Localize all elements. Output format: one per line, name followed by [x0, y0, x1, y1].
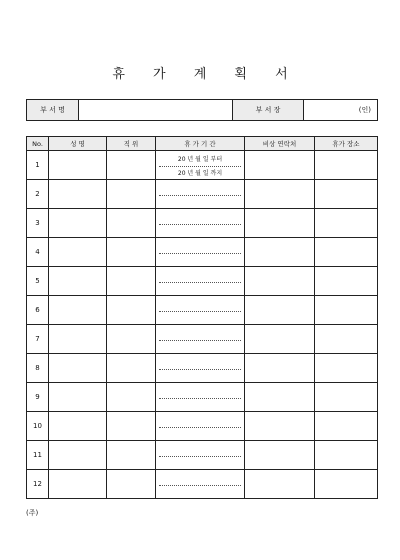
period-divider: [159, 282, 241, 283]
period-divider: [159, 369, 241, 370]
column-header-period: 휴 가 기 간: [156, 137, 245, 151]
name-cell[interactable]: [49, 151, 107, 180]
emergency-contact-cell[interactable]: [245, 354, 315, 383]
period-cell[interactable]: [156, 267, 245, 296]
emergency-contact-cell[interactable]: [245, 325, 315, 354]
vacation-plan-table: [26, 136, 378, 499]
table-row: [27, 151, 378, 180]
column-header-name: 성 명: [49, 137, 107, 151]
emergency-contact-cell[interactable]: [245, 267, 315, 296]
period-divider: [159, 166, 241, 167]
position-cell[interactable]: [107, 412, 156, 441]
period-cell[interactable]: [156, 325, 245, 354]
period-divider: [159, 427, 241, 428]
name-cell[interactable]: [49, 296, 107, 325]
emergency-contact-cell[interactable]: [245, 470, 315, 499]
location-cell[interactable]: [315, 470, 378, 499]
department-field[interactable]: [79, 100, 233, 121]
document-title: 휴 가 계 획 서: [112, 67, 300, 82]
row-number: 10: [27, 412, 49, 441]
table-row: [27, 412, 378, 441]
period-cell[interactable]: [156, 441, 245, 470]
column-header-location: 휴가 장소: [315, 137, 378, 151]
name-cell[interactable]: [49, 209, 107, 238]
name-cell[interactable]: [49, 383, 107, 412]
row-number: 6: [27, 296, 49, 325]
row-number: 1: [27, 151, 49, 180]
period-cell[interactable]: [156, 412, 245, 441]
name-cell[interactable]: [49, 441, 107, 470]
table-row: [27, 354, 378, 383]
row-number: 12: [27, 470, 49, 499]
location-cell[interactable]: [315, 383, 378, 412]
column-header-no: No.: [27, 137, 49, 151]
period-cell[interactable]: [156, 238, 245, 267]
location-cell[interactable]: [315, 267, 378, 296]
table-row: [27, 441, 378, 470]
name-cell[interactable]: [49, 470, 107, 499]
table-row: [27, 267, 378, 296]
position-cell[interactable]: [107, 238, 156, 267]
location-cell[interactable]: [315, 151, 378, 180]
position-cell[interactable]: [107, 267, 156, 296]
period-from-text: 20 년 월 일 부터: [177, 156, 223, 163]
table-row: [27, 383, 378, 412]
period-divider: [159, 253, 241, 254]
emergency-contact-cell[interactable]: [245, 209, 315, 238]
column-header-position: 직 위: [107, 137, 156, 151]
position-cell[interactable]: [107, 325, 156, 354]
period-to-text: 20 년 월 일 까지: [177, 170, 223, 177]
emergency-contact-cell[interactable]: [245, 238, 315, 267]
row-number: 11: [27, 441, 49, 470]
department-label: 부 서 명: [27, 100, 79, 121]
period-cell[interactable]: [156, 180, 245, 209]
name-cell[interactable]: [49, 412, 107, 441]
footnote: (주): [26, 509, 39, 517]
emergency-contact-cell[interactable]: [245, 151, 315, 180]
table-row: [27, 209, 378, 238]
row-number: 3: [27, 209, 49, 238]
emergency-contact-cell[interactable]: [245, 441, 315, 470]
position-cell[interactable]: [107, 151, 156, 180]
emergency-contact-cell[interactable]: [245, 180, 315, 209]
emergency-contact-cell[interactable]: [245, 383, 315, 412]
location-cell[interactable]: [315, 412, 378, 441]
location-cell[interactable]: [315, 325, 378, 354]
name-cell[interactable]: [49, 238, 107, 267]
name-cell[interactable]: [49, 267, 107, 296]
period-cell[interactable]: [156, 151, 245, 180]
row-number: 7: [27, 325, 49, 354]
table-row: [27, 470, 378, 499]
period-divider: [159, 485, 241, 486]
row-number: 8: [27, 354, 49, 383]
emergency-contact-cell[interactable]: [245, 296, 315, 325]
period-divider: [159, 311, 241, 312]
row-number: 5: [27, 267, 49, 296]
location-cell[interactable]: [315, 296, 378, 325]
period-cell[interactable]: [156, 296, 245, 325]
seal-field[interactable]: (인): [304, 100, 378, 121]
period-divider: [159, 195, 241, 196]
column-header-emergency-contact: 비상 연락처: [245, 137, 315, 151]
period-cell[interactable]: [156, 209, 245, 238]
position-cell[interactable]: [107, 441, 156, 470]
period-cell[interactable]: [156, 470, 245, 499]
period-divider: [159, 224, 241, 225]
location-cell[interactable]: [315, 441, 378, 470]
row-number: 2: [27, 180, 49, 209]
position-cell[interactable]: [107, 180, 156, 209]
period-divider: [159, 340, 241, 341]
row-number: 9: [27, 383, 49, 412]
table-row: [27, 180, 378, 209]
period-divider: [159, 398, 241, 399]
location-cell[interactable]: [315, 180, 378, 209]
location-cell[interactable]: [315, 238, 378, 267]
table-row: [27, 238, 378, 267]
period-cell[interactable]: [156, 354, 245, 383]
table-row: [27, 296, 378, 325]
emergency-contact-cell[interactable]: [245, 412, 315, 441]
position-cell[interactable]: [107, 296, 156, 325]
department-head-label: 부 서 장: [233, 100, 304, 121]
table-row: [27, 325, 378, 354]
position-cell[interactable]: [107, 470, 156, 499]
period-cell[interactable]: [156, 383, 245, 412]
period-divider: [159, 456, 241, 457]
location-cell[interactable]: [315, 209, 378, 238]
department-header-table: [26, 99, 378, 121]
position-cell[interactable]: [107, 354, 156, 383]
position-cell[interactable]: [107, 209, 156, 238]
name-cell[interactable]: [49, 180, 107, 209]
name-cell[interactable]: [49, 354, 107, 383]
row-number: 4: [27, 238, 49, 267]
position-cell[interactable]: [107, 383, 156, 412]
location-cell[interactable]: [315, 354, 378, 383]
name-cell[interactable]: [49, 325, 107, 354]
